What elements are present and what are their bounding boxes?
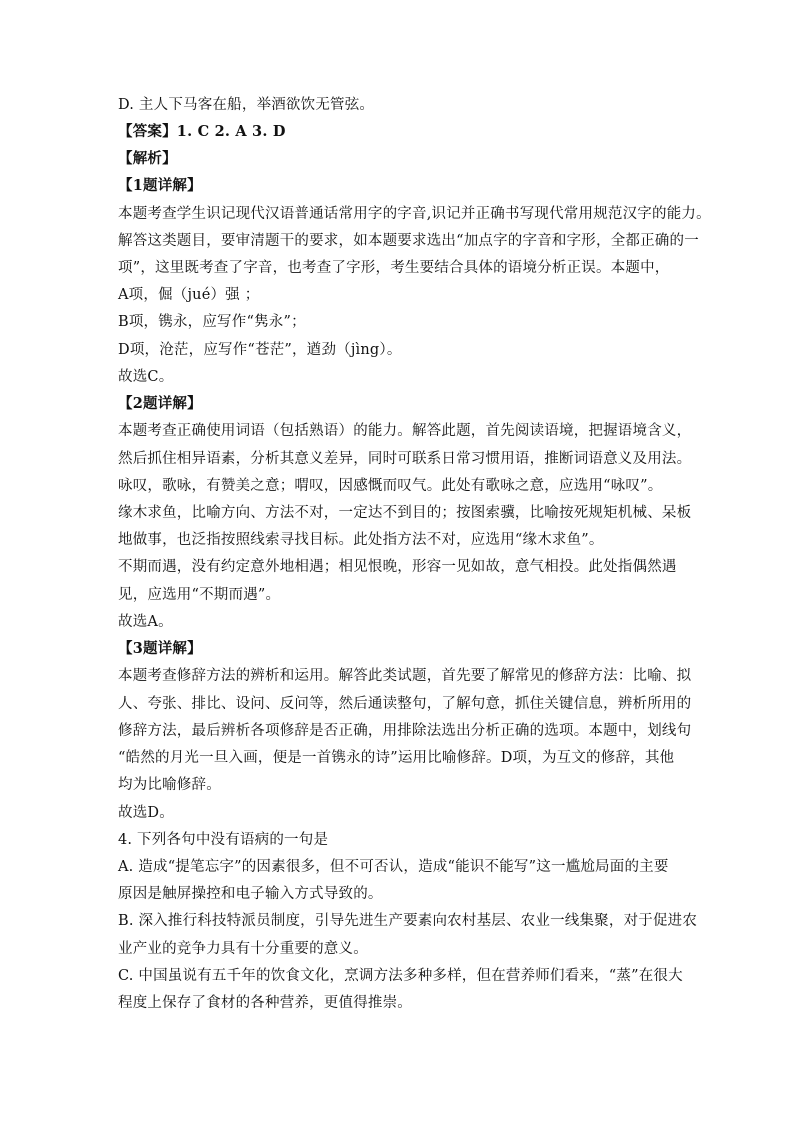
q1-text-line: 项”，这里既考查了字音，也考查了字形，考生要结合具体的语境分析正误。本题中， xyxy=(118,260,670,276)
q1-heading: 【1题详解】 xyxy=(118,177,202,194)
question-4-stem: 4. 下列各句中没有语病的一句是 xyxy=(118,832,329,848)
q2-heading: 【2题详解】 xyxy=(118,395,202,412)
q3-text-line: 均为比喻修辞。 xyxy=(118,777,221,793)
q3-heading: 【3题详解】 xyxy=(118,640,202,657)
option-d-line: D. 主人下马客在船，举酒欲饮无管弦。 xyxy=(118,97,375,113)
q1-text-line: 本题考查学生识记现代汉语普通话常用字的字音,识记并正确书写现代常用规范汉字的能力。 xyxy=(118,206,711,222)
q4-option-b: B. 深入推行科技特派员制度，引导先进生产要素向农村基层、农业一线集聚，对于促进农 xyxy=(118,913,698,929)
q4-option-b-cont: 业产业的竞争力具有十分重要的意义。 xyxy=(118,941,368,957)
q4-option-c-cont: 程度上保存了食材的各种营养，更值得推崇。 xyxy=(118,995,412,1011)
q2-text-line: 见，应选用“不期而遇”。 xyxy=(118,587,281,603)
q4-option-c: C. 中国虽说有五千年的饮食文化，烹调方法多种多样，但在营养师们看来，“蒸”在很大 xyxy=(118,968,683,984)
q3-text-line: “皓然的月光一旦入画，便是一首镌永的诗”运用比喻修辞。D项，为互文的修辞，其他 xyxy=(118,750,675,766)
q2-conclusion: 故选A。 xyxy=(118,614,173,630)
q4-option-a: A. 造成“提笔忘字”的因素很多，但不可否认，造成“能识不能写”这一尴尬局面的主要 xyxy=(118,859,669,875)
q1-text-line: B项，镌永，应写作“隽永”； xyxy=(118,314,306,330)
q2-text-line: 然后抓住相异语素，分析其意义差异，同时可联系日常习惯用语，推断词语意义及用法。 xyxy=(118,451,692,467)
q2-text-line: 地做事，也泛指按照线索寻找目标。此处指方法不对，应选用“缘木求鱼”。 xyxy=(118,532,604,548)
q3-text-line: 人、夸张、排比、设问、反问等，然后通读整句，了解句意，抓住关键信息，辨析所用的 xyxy=(118,696,692,712)
q1-text-line: D项，沧茫，应写作“苍茫”，遒劲（jìng）。 xyxy=(118,342,402,358)
q3-conclusion: 故选D。 xyxy=(118,805,174,821)
q1-text-line: 解答这类题目，要审清题干的要求，如本题要求选出“加点字的字音和字形，全都正确的一 xyxy=(118,233,699,249)
q3-text-line: 修辞方法，最后辨析各项修辞是否正确，用排除法选出分析正确的选项。本题中，划线句 xyxy=(118,723,692,739)
q2-text-line: 咏叹，歌咏，有赞美之意；喟叹，因感慨而叹气。此处有歌咏之意，应选用“咏叹”。 xyxy=(118,478,663,494)
q4-option-a-cont: 原因是触屏操控和电子输入方式导致的。 xyxy=(118,886,383,902)
q2-text-line: 缘木求鱼，比喻方向、方法不对，一定达不到目的；按图索骥，比喻按死规矩机械、呆板 xyxy=(118,505,692,521)
q3-text-line: 本题考查修辞方法的辨析和运用。解答此类试题，首先要了解常见的修辞方法：比喻、拟 xyxy=(118,668,692,684)
q1-text-line: A项，倔（jué）强 ； xyxy=(118,287,260,303)
q1-conclusion: 故选C。 xyxy=(118,369,174,385)
q2-text-line: 不期而遇，没有约定意外地相遇；相见恨晚，形容一见如故，意气相投。此处指偶然遇 xyxy=(118,559,677,575)
analysis-heading: 【解析】 xyxy=(118,150,177,167)
q2-text-line: 本题考查正确使用词语（包括熟语）的能力。解答此题，首先阅读语境，把握语境含义， xyxy=(118,423,692,439)
answer-line: 【答案】1. C 2. A 3. D xyxy=(118,123,286,140)
